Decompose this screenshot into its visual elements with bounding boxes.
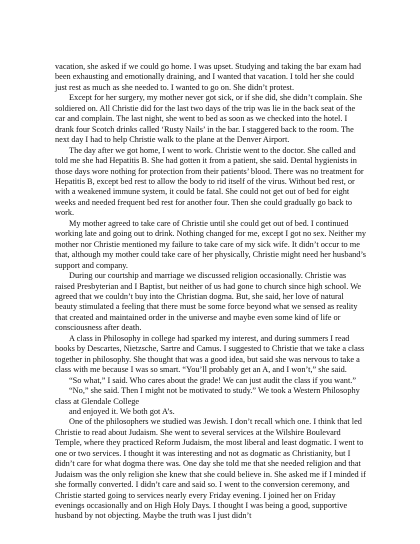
paragraph: The day after we got home, I went to work. Christie went to the doctor. She called and told me she had Hepatitis B. She had gotten it from a patient, she said. Dental hygienists in those days wore nothing for protection from their patients’ blood. There was no treatment for Hepatitis B, except bed rest to allow the body to rid itself of the virus. Without bed rest, or with a weakened immune system, it could be fatal. She could not get out of bed for eight weeks and needed frequent bed rest for another four. Then she could gradually go back to work. <box>55 145 364 218</box>
paragraph: A class in Philosophy in college had sparked my interest, and during summers I read books by Descartes, Nietzsche, Sartre and Camus. I suggested to Christie that we take a class together in philosophy. She thought that was a good idea, but said she was nervous to take a class with me because I was so smart. “You’ll probably get an A, and I won’t,” she said. <box>55 333 365 375</box>
paragraph: “So what,” I said. Who cares about the grade! We can just audit the class if you want.” <box>69 375 357 385</box>
paragraph: Except for her surgery, my mother never got sick, or if she did, she didn’t complain. She soldiered on. All Christie did for the last two days of the trip was lie in the back seat of the car and complain. The last night, she went to bed as soon as we checked into the hotel. I drank four Scotch drinks called ‘Rusty Nails’ in the bar. I staggered back to the room. The next day I had to help Christie walk to the plane at the Denver Airport. <box>55 93 363 145</box>
paragraph: “No,” she said. Then I might not be motivated to study.” We took a Western Philosophy class at Glendale College <box>55 386 360 406</box>
paragraph: During our courtship and marriage we discussed religion occasionally. Christie was raised Presbyterian and I Baptist, but neither of us had gone to church since high school. We agreed that we couldn’t buy into the Christian dogma. But, she said, her love of natural beauty stimulated a feeling that there must be some force beyond what we sensed as reality that created and maintained order in the universe and maybe even some kind of life or consciousness after death. <box>55 271 362 333</box>
paragraph: One of the philosophers we studied was Jewish. I don’t recall which one. I think that led Christie to read about Judaism. She went to several services at the Wilshire Boulevard Temple, where they practiced Reform Judaism, the most liberal and least dogmatic. I went to one or two services. I thought it was interesting and not as dogmatic as Christianity, but I didn’t care for what dogma there was. One day she told me that she needed religion and that Judaism was the only religion she knew that she could believe in. She asked me if I minded if she formally converted. I didn’t care and said so. I went to the conversion ceremony, and Christie started going to services nearly every Friday evening. I joined her on Friday evenings occasionally and on High Holy Days. I thought I was being a good, supportive husband by not objecting. Maybe the truth was I just didn’t <box>55 417 366 521</box>
paragraph: and enjoyed it. We both got A’s. <box>69 406 175 416</box>
paragraph: vacation, she asked if we could go home. I was upset. Studying and taking the bar exam had been exhausting and emotionally draining, and I wanted that vacation. I told her she could just rest as much as she needed to. I wanted to go on. She didn’t protest. <box>55 62 361 92</box>
document-page <box>55 62 367 522</box>
paragraph: My mother agreed to take care of Christie until she could get out of bed. I continued working late and going out to drink. Nothing changed for me, except I got no sex. Neither my mother nor Christie mentioned my failure to take care of my sick wife. It didn’t occur to me that, although my mother could take care of her physically, Christie might need her husband’s support and company. <box>55 218 367 270</box>
